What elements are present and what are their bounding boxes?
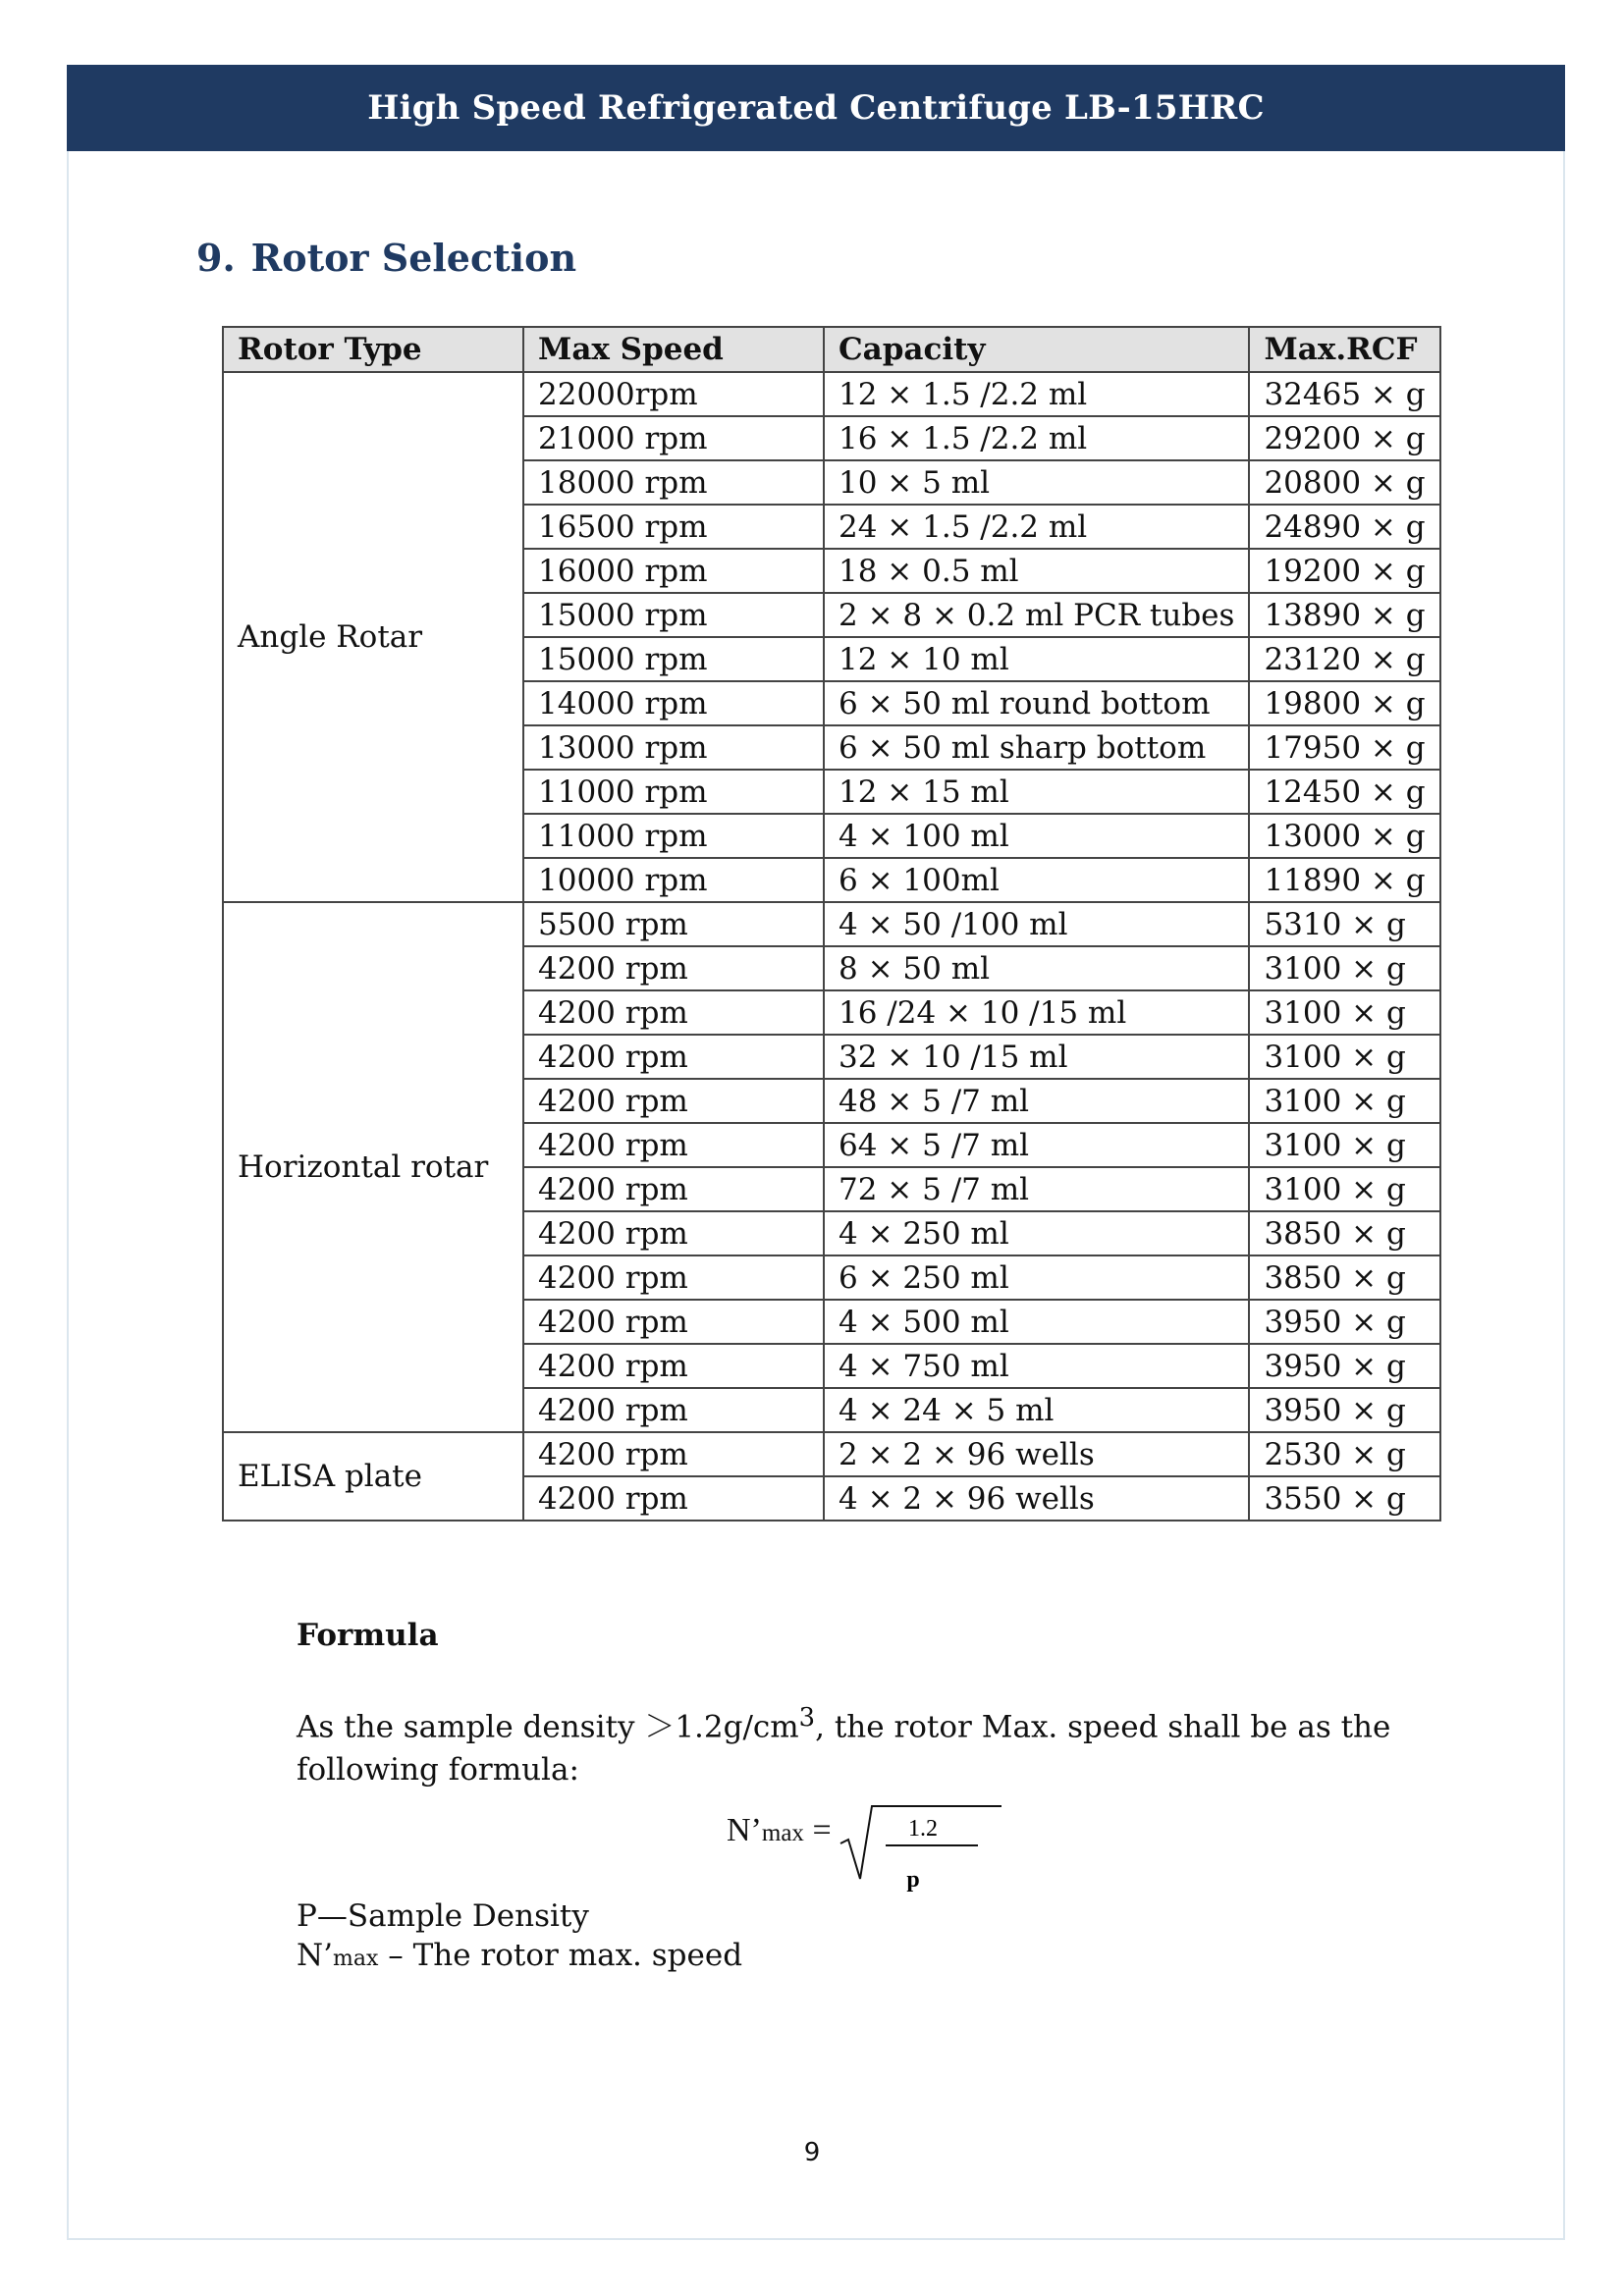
max-rcf-cell: 13890 × g xyxy=(1249,593,1439,637)
column-header-rotor-type: Rotor Type xyxy=(223,327,523,372)
max-speed-cell: 4200 rpm xyxy=(523,1432,824,1476)
capacity-cell: 32 × 10 /15 ml xyxy=(824,1035,1249,1079)
max-rcf-cell: 32465 × g xyxy=(1249,372,1439,416)
max-rcf-cell: 3550 × g xyxy=(1249,1476,1439,1521)
capacity-cell: 4 × 100 ml xyxy=(824,814,1249,858)
max-speed-cell: 4200 rpm xyxy=(523,1344,824,1388)
capacity-cell: 12 × 1.5 /2.2 ml xyxy=(824,372,1249,416)
max-speed-cell: 11000 rpm xyxy=(523,770,824,814)
max-rcf-cell: 13000 × g xyxy=(1249,814,1439,858)
max-rcf-cell: 3950 × g xyxy=(1249,1300,1439,1344)
max-speed-cell: 21000 rpm xyxy=(523,416,824,460)
rotor-selection-table xyxy=(222,326,1441,1522)
equation-symbol-n: N’ xyxy=(727,1812,762,1848)
capacity-cell: 4 × 500 ml xyxy=(824,1300,1249,1344)
formula-superscript: 3 xyxy=(798,1703,816,1733)
column-header-capacity: Capacity xyxy=(824,327,1249,372)
max-speed-cell: 14000 rpm xyxy=(523,681,824,725)
max-speed-cell: 4200 rpm xyxy=(523,1167,824,1211)
max-speed-cell: 4200 rpm xyxy=(523,1476,824,1521)
max-speed-cell: 16500 rpm xyxy=(523,505,824,549)
max-speed-cell: 22000rpm xyxy=(523,372,824,416)
max-rcf-cell: 19200 × g xyxy=(1249,549,1439,593)
capacity-cell: 72 × 5 /7 ml xyxy=(824,1167,1249,1211)
table-row xyxy=(223,372,1440,416)
formula-text-before: As the sample density ＞1.2g/cm xyxy=(297,1709,799,1745)
max-speed-cell: 10000 rpm xyxy=(523,858,824,902)
capacity-cell: 4 × 24 × 5 ml xyxy=(824,1388,1249,1432)
max-rcf-cell: 24890 × g xyxy=(1249,505,1439,549)
max-rcf-cell: 5310 × g xyxy=(1249,902,1439,946)
max-speed-cell: 4200 rpm xyxy=(523,1388,824,1432)
max-rcf-cell: 3850 × g xyxy=(1249,1255,1439,1300)
legend-n-text: – The rotor max. speed xyxy=(378,1938,743,1973)
capacity-cell: 10 × 5 ml xyxy=(824,460,1249,505)
max-rcf-cell: 19800 × g xyxy=(1249,681,1439,725)
max-rcf-cell: 3950 × g xyxy=(1249,1344,1439,1388)
max-rcf-cell: 3100 × g xyxy=(1249,1035,1439,1079)
max-speed-cell: 4200 rpm xyxy=(523,946,824,990)
capacity-cell: 48 × 5 /7 ml xyxy=(824,1079,1249,1123)
equation-subscript-max: max xyxy=(761,1820,804,1846)
capacity-cell: 64 × 5 /7 ml xyxy=(824,1123,1249,1167)
capacity-cell: 16 × 1.5 /2.2 ml xyxy=(824,416,1249,460)
formula-text-after: , the rotor Max. speed shall be as the following formula: xyxy=(297,1709,1391,1789)
capacity-cell: 12 × 10 ml xyxy=(824,637,1249,681)
column-header-max-speed: Max Speed xyxy=(523,327,824,372)
max-rcf-cell: 3950 × g xyxy=(1249,1388,1439,1432)
formula-section xyxy=(297,1618,439,1653)
max-rcf-cell: 17950 × g xyxy=(1249,725,1439,770)
max-speed-cell: 4200 rpm xyxy=(523,990,824,1035)
section-title: Rotor Selection xyxy=(250,236,577,280)
max-speed-cell: 15000 rpm xyxy=(523,637,824,681)
capacity-cell: 2 × 2 × 96 wells xyxy=(824,1432,1249,1476)
legend-n-subscript: max xyxy=(332,1947,379,1971)
max-rcf-cell: 3100 × g xyxy=(1249,1123,1439,1167)
equation-numerator: 1.2 xyxy=(908,1816,938,1842)
capacity-cell: 4 × 750 ml xyxy=(824,1344,1249,1388)
legend-sample-density: P—Sample Density xyxy=(297,1898,589,1934)
max-rcf-cell: 20800 × g xyxy=(1249,460,1439,505)
document-header xyxy=(67,65,1565,151)
max-rcf-cell: 3850 × g xyxy=(1249,1211,1439,1255)
max-rcf-cell: 2530 × g xyxy=(1249,1432,1439,1476)
speed-formula-equation xyxy=(727,1796,1021,1904)
max-speed-cell: 4200 rpm xyxy=(523,1035,824,1079)
table-row xyxy=(223,902,1440,946)
capacity-cell: 18 × 0.5 ml xyxy=(824,549,1249,593)
section-heading xyxy=(196,236,576,280)
rotor-type-cell: Angle Rotar xyxy=(223,372,523,902)
max-rcf-cell: 3100 × g xyxy=(1249,946,1439,990)
equation-equals: = xyxy=(812,1812,832,1848)
max-rcf-cell: 3100 × g xyxy=(1249,1079,1439,1123)
capacity-cell: 6 × 100ml xyxy=(824,858,1249,902)
table-body xyxy=(223,372,1440,1521)
header-title: High Speed Refrigerated Centrifuge LB-15HRC xyxy=(367,88,1265,128)
max-speed-cell: 5500 rpm xyxy=(523,902,824,946)
capacity-cell: 24 × 1.5 /2.2 ml xyxy=(824,505,1249,549)
rotor-type-cell: ELISA plate xyxy=(223,1432,523,1521)
max-rcf-cell: 3100 × g xyxy=(1249,1167,1439,1211)
max-speed-cell: 4200 rpm xyxy=(523,1300,824,1344)
max-speed-cell: 4200 rpm xyxy=(523,1211,824,1255)
capacity-cell: 2 × 8 × 0.2 ml PCR tubes xyxy=(824,593,1249,637)
max-rcf-cell: 23120 × g xyxy=(1249,637,1439,681)
equation-denominator: p xyxy=(906,1867,920,1893)
capacity-cell: 6 × 50 ml sharp bottom xyxy=(824,725,1249,770)
max-speed-cell: 4200 rpm xyxy=(523,1079,824,1123)
capacity-cell: 4 × 2 × 96 wells xyxy=(824,1476,1249,1521)
max-rcf-cell: 29200 × g xyxy=(1249,416,1439,460)
formula-description xyxy=(297,1696,1426,1791)
max-rcf-cell: 12450 × g xyxy=(1249,770,1439,814)
section-number: 9. xyxy=(196,236,236,280)
capacity-cell: 8 × 50 ml xyxy=(824,946,1249,990)
capacity-cell: 4 × 250 ml xyxy=(824,1211,1249,1255)
capacity-cell: 6 × 250 ml xyxy=(824,1255,1249,1300)
max-speed-cell: 4200 rpm xyxy=(523,1255,824,1300)
max-speed-cell: 4200 rpm xyxy=(523,1123,824,1167)
max-speed-cell: 16000 rpm xyxy=(523,549,824,593)
column-header-max-rcf: Max.RCF xyxy=(1249,327,1439,372)
formula-legend xyxy=(297,1896,742,1979)
square-root-symbol xyxy=(727,1796,1021,1904)
capacity-cell: 6 × 50 ml round bottom xyxy=(824,681,1249,725)
page-number: 9 xyxy=(803,2138,821,2167)
formula-heading: Formula xyxy=(297,1618,439,1653)
max-speed-cell: 13000 rpm xyxy=(523,725,824,770)
max-speed-cell: 18000 rpm xyxy=(523,460,824,505)
table-header-row xyxy=(223,327,1440,372)
capacity-cell: 16 /24 × 10 /15 ml xyxy=(824,990,1249,1035)
capacity-cell: 12 × 15 ml xyxy=(824,770,1249,814)
legend-rotor-speed xyxy=(297,1936,742,1979)
rotor-type-cell: Horizontal rotar xyxy=(223,902,523,1432)
capacity-cell: 4 × 50 /100 ml xyxy=(824,902,1249,946)
max-rcf-cell: 11890 × g xyxy=(1249,858,1439,902)
legend-n-symbol: N’ xyxy=(297,1938,333,1973)
max-speed-cell: 15000 rpm xyxy=(523,593,824,637)
max-speed-cell: 11000 rpm xyxy=(523,814,824,858)
max-rcf-cell: 3100 × g xyxy=(1249,990,1439,1035)
table-row xyxy=(223,1432,1440,1476)
